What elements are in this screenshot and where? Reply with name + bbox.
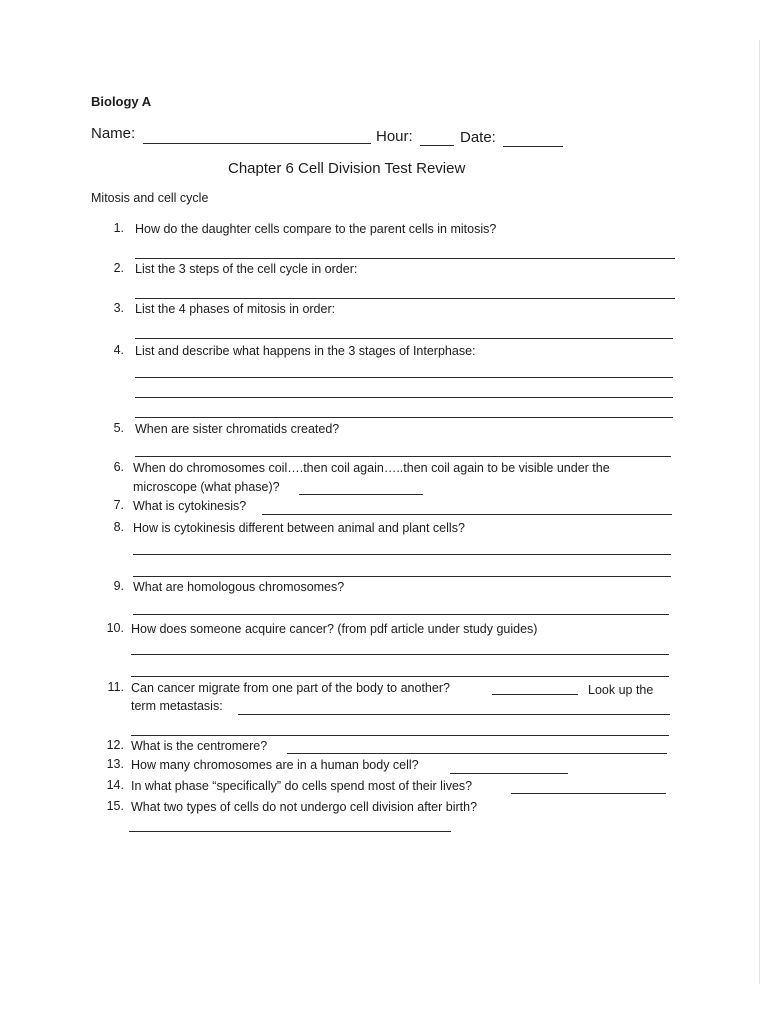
question-text-continued: term metastasis: bbox=[131, 699, 223, 713]
question-text: List the 4 phases of mitosis in order: bbox=[135, 302, 336, 316]
answer-line[interactable] bbox=[262, 514, 672, 515]
answer-line[interactable] bbox=[450, 773, 568, 774]
question-text: What is the centromere? bbox=[131, 739, 268, 753]
answer-line[interactable] bbox=[133, 554, 671, 555]
question-text: How does someone acquire cancer? (from pdf article under study guides) bbox=[131, 622, 538, 636]
answer-line[interactable] bbox=[135, 338, 673, 339]
section-heading: Mitosis and cell cycle bbox=[91, 191, 209, 205]
answer-line[interactable] bbox=[135, 456, 671, 457]
question-number: 12. bbox=[106, 738, 124, 752]
question-number: 11. bbox=[107, 680, 124, 694]
course-title: Biology A bbox=[91, 94, 152, 109]
question-number: 7. bbox=[113, 498, 124, 512]
name-blank[interactable] bbox=[143, 143, 371, 144]
question-text: What two types of cells do not undergo cell division after birth? bbox=[131, 800, 478, 814]
page-edge bbox=[759, 40, 760, 984]
answer-line[interactable] bbox=[131, 654, 669, 655]
question-number: 8. bbox=[113, 520, 124, 534]
question-number: 15. bbox=[106, 799, 124, 813]
question-number: 1. bbox=[113, 221, 124, 235]
question-number: 4. bbox=[113, 343, 124, 357]
answer-line[interactable] bbox=[135, 377, 673, 378]
question-text: How do the daughter cells compare to the parent cells in mitosis? bbox=[135, 222, 497, 236]
answer-line[interactable] bbox=[131, 735, 669, 736]
answer-line[interactable] bbox=[287, 753, 667, 754]
question-text: What are homologous chromosomes? bbox=[133, 580, 345, 594]
answer-line[interactable] bbox=[135, 258, 675, 259]
question-number: 13. bbox=[106, 757, 124, 771]
answer-line[interactable] bbox=[135, 397, 673, 398]
answer-line[interactable] bbox=[492, 694, 578, 695]
question-text: List the 3 steps of the cell cycle in order: bbox=[135, 262, 358, 276]
question-number: 3. bbox=[113, 301, 124, 315]
answer-line[interactable] bbox=[238, 714, 670, 715]
question-text: In what phase “specifically” do cells spend most of their lives? bbox=[131, 779, 473, 793]
answer-line[interactable] bbox=[133, 614, 669, 615]
hour-blank[interactable] bbox=[420, 145, 454, 146]
question-text: How many chromosomes are in a human body cell? bbox=[131, 758, 419, 772]
question-text-continued: microscope (what phase)? bbox=[133, 480, 280, 494]
answer-line[interactable] bbox=[133, 576, 671, 577]
answer-line[interactable] bbox=[135, 417, 673, 418]
question-text: List and describe what happens in the 3 stages of Interphase: bbox=[135, 344, 476, 358]
worksheet-title: Chapter 6 Cell Division Test Review bbox=[228, 160, 466, 177]
question-text: When do chromosomes coil….then coil again…..then coil again to be visible under the bbox=[133, 461, 610, 475]
question-number: 9. bbox=[113, 579, 124, 593]
question-text-after-blank: Look up the bbox=[588, 683, 654, 697]
question-number: 2. bbox=[113, 261, 124, 275]
hour-label: Hour: bbox=[376, 128, 413, 145]
question-text: What is cytokinesis? bbox=[133, 499, 247, 513]
name-label: Name: bbox=[91, 125, 136, 142]
question-text: Can cancer migrate from one part of the body to another? bbox=[131, 681, 450, 695]
question-text: When are sister chromatids created? bbox=[135, 422, 340, 436]
date-label: Date: bbox=[460, 129, 496, 146]
answer-line[interactable] bbox=[129, 831, 451, 832]
question-number: 14. bbox=[106, 778, 124, 792]
question-number: 6. bbox=[113, 460, 124, 474]
question-number: 10. bbox=[106, 621, 124, 635]
date-blank[interactable] bbox=[503, 146, 563, 147]
question-text: How is cytokinesis different between animal and plant cells? bbox=[133, 521, 465, 535]
answer-line[interactable] bbox=[511, 793, 666, 794]
answer-line[interactable] bbox=[299, 494, 423, 495]
answer-line[interactable] bbox=[135, 298, 675, 299]
answer-line[interactable] bbox=[131, 676, 669, 677]
question-number: 5. bbox=[113, 421, 124, 435]
